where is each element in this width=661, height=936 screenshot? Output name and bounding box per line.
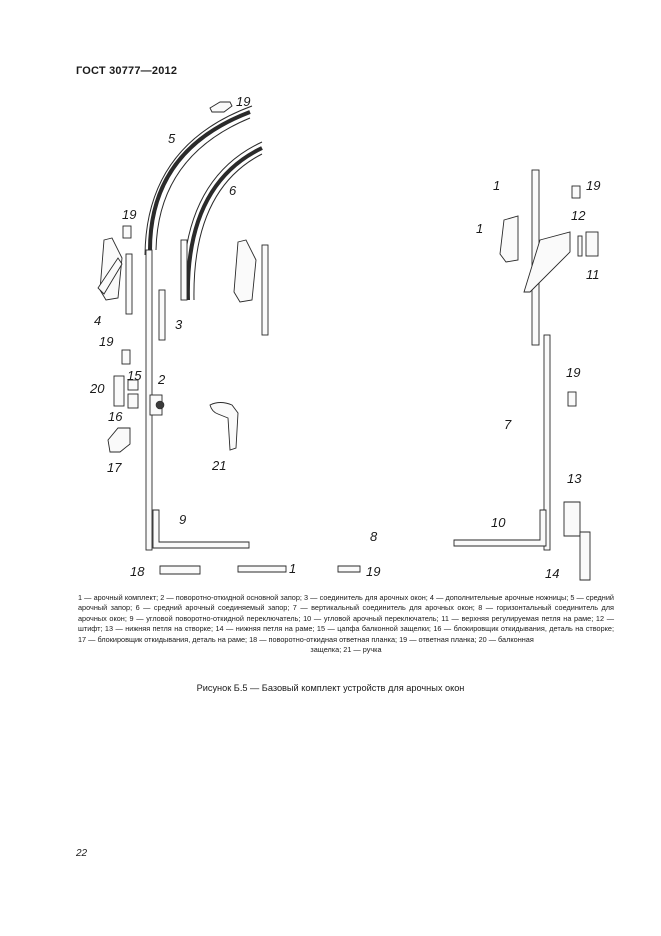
part-11-hinge: [524, 232, 570, 292]
part-3-connector: [159, 290, 165, 340]
part-14-hinge: [580, 532, 590, 580]
label-20: 20: [90, 381, 105, 396]
figure-legend: [78, 593, 614, 655]
part-18-strike: [160, 566, 200, 574]
part-19-left: [123, 226, 131, 238]
part-16: [128, 394, 138, 408]
standard-header: ГОСТ 30777—2012: [76, 65, 178, 77]
part-11-box: [586, 232, 598, 256]
label-19: 19: [236, 94, 251, 109]
label-19: 19: [122, 207, 137, 222]
label-13: 13: [567, 471, 582, 486]
part-19-right-top: [572, 186, 580, 198]
part-9-corner: [153, 510, 249, 548]
label-1: 1: [289, 561, 297, 576]
label-5: 5: [168, 131, 176, 146]
page-number: 22: [76, 848, 88, 859]
label-1: 1: [476, 221, 484, 236]
part-17: [108, 428, 130, 452]
label-16: 16: [108, 409, 123, 424]
label-21: 21: [212, 458, 227, 473]
part-20: [114, 376, 124, 406]
label-2: 2: [158, 372, 166, 387]
figure-caption: Рисунок Б.5 — Базовый комплект устройств для арочных окон: [196, 683, 465, 693]
part-19-bottom: [338, 566, 360, 572]
part-scissors-right: [234, 240, 268, 335]
label-3: 3: [175, 317, 183, 332]
label-18: 18: [130, 564, 145, 579]
label-7: 7: [504, 417, 512, 432]
label-15: 15: [127, 368, 142, 383]
label-14: 14: [545, 566, 560, 581]
part-1-right: [500, 216, 518, 262]
label-17: 17: [107, 460, 122, 475]
part-6-lower: [181, 240, 187, 300]
label-11: 11: [586, 267, 600, 282]
part-13-hinge: [564, 502, 580, 536]
label-19: 19: [586, 178, 601, 193]
label-9: 9: [179, 512, 187, 527]
label-10: 10: [491, 515, 506, 530]
part-1-bottom: [238, 566, 286, 572]
part-21-handle: [210, 403, 238, 451]
label-19: 19: [99, 334, 114, 349]
part-12-pin: [578, 236, 582, 256]
legend-text-end: защелка; 21 — ручка: [310, 645, 382, 655]
part-19-mid: [122, 350, 130, 364]
legend-text: 1 — арочный комплект; 2 — поворотно-откидной основной запор; 3 — соединитель для арочных окон; 4 — дополнительные арочные ножницы; 5 — средний арочный запор; 6 — средний арочный соединяемый запор; 7 — вертикальный соединитель для арочных окон; 8 — горизонтальный соединитель для арочных окон; 9 — угловой поворотно-откидной переключатель; 10 — угловой арочный переключатель; 11 — верхняя регулируемая петля на раме; 12 — штифт; 13 — нижняя петля на створке; 14 — нижняя петля на раме; 15 — цапфа балконной защелки; 16 — блокировщик откидывания, деталь на створке; 17 — блокировщик откидывания, деталь на раме; 18 — поворотно-откидная ответная планка; 19 — ответная планка; 20 — балконная: [78, 593, 614, 644]
label-8: 8: [370, 529, 378, 544]
part-19-top: [210, 102, 232, 112]
label-4: 4: [94, 313, 102, 328]
label-1: 1: [493, 178, 501, 193]
label-12: 12: [571, 208, 586, 223]
label-6: 6: [229, 183, 237, 198]
part-5-arc-lock: [145, 106, 252, 255]
label-19: 19: [366, 564, 381, 579]
label-19: 19: [566, 365, 581, 380]
part-7-vertical-connector: [532, 170, 550, 550]
part-4-scissors: [98, 238, 132, 314]
part-19-right-mid: [568, 392, 576, 406]
